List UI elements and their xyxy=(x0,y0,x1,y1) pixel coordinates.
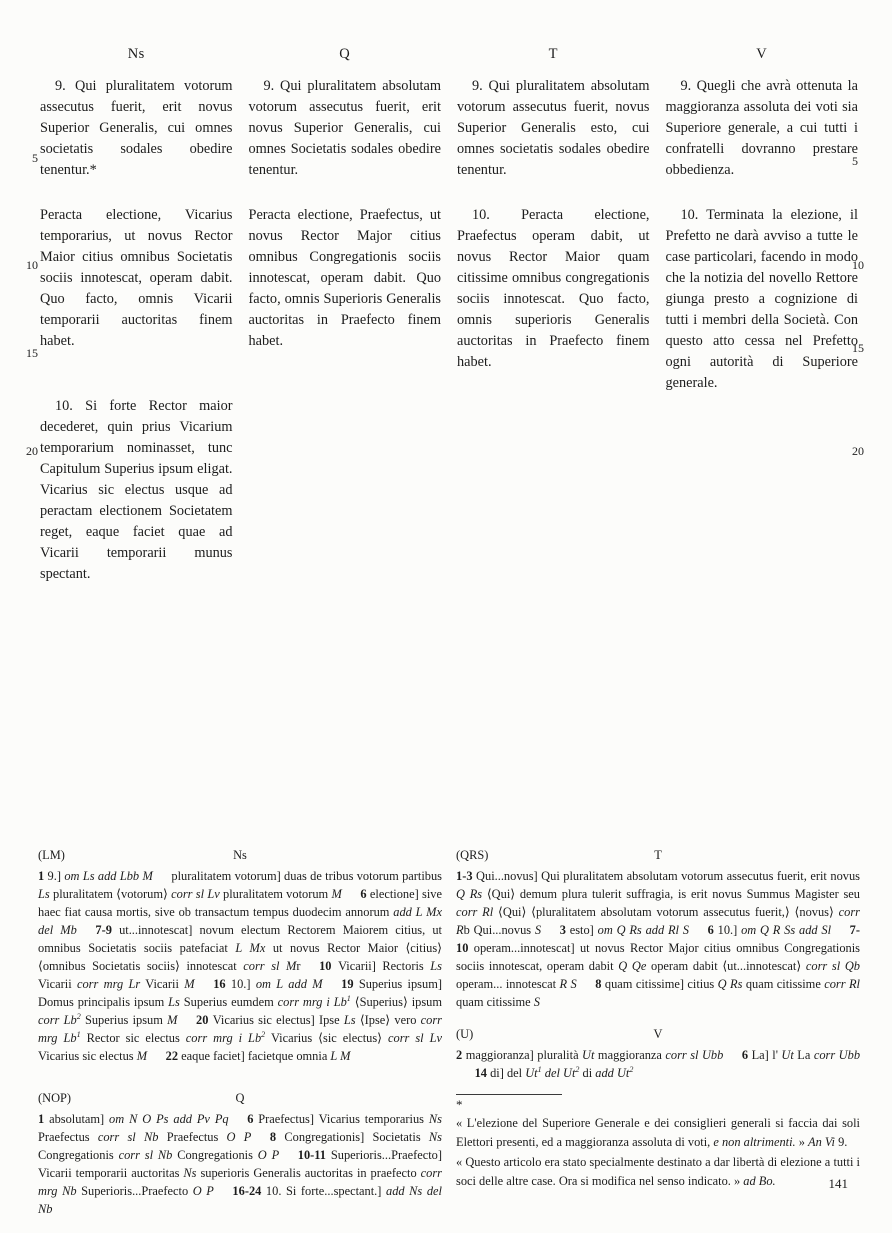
paragraph-ns-peracta: Peracta electione, Vicarius temporarius, ut novus Rector Maior citius omnibus Societatis sociis innotescat, operam dabit. Quo facto, omnis Vicarii temporarii auctoritas finem habet. xyxy=(40,207,233,349)
apparatus-sigla-label: (LM) xyxy=(38,848,65,862)
footnote-1: « L'elezione del Superiore Generale e dei consiglieri generali si faccia dai soli Elettori presenti, ed a maggioranza assoluta di voti, e non altrimenti. » An Vi 9. xyxy=(456,1116,860,1149)
apparatus-witness-label: Q xyxy=(235,1091,245,1105)
apparatus-body-u: 2 maggioranza] pluralità Ut maggioranza corr sl Ubb 6 La] l' Ut La corr Ubb14 di] del Ut$^1$ del Ut$^2$ di add Ut$^2$ xyxy=(456,1048,861,1080)
text-column-t xyxy=(457,46,650,585)
line-number-left-10: 10 xyxy=(26,258,38,272)
apparatus-body-lm: 1 9.] om Ls add Lbb M pluralitatem votorum] duas de tribus votorum partibus Ls pluralitatem ⟨votorum⟩ corr sl Lv pluralitatem votorum M 6 electione] sive haec fiat causa mortis, sive ob transactum tempus duodecim annorum add L Mx del Mb 7-9 ut...innotescat] novum electum Rectorem Maiorem citius, ut omnibus Societatis sociis patefaciat L Mx ut novus Rector Maior ⟨citius⟩ ⟨omnibus Societatis sociis⟩ innotescat corr sl Mr 10 Vicarii] Rectoris Ls Vicarii corr mrg Lr Vicarii M 16 10.] om L add M 19 Superius ipsum] Domus principalis ipsum Ls Superius eumdem corr mrg i Lb$^1$ ⟨Superius⟩ ipsum corr Lb$^2$ Superius ipsum M 20 Vicarius sic electus] Ipse Ls ⟨Ipse⟩ vero corr mrg Lb$^1$ Rector sic electus corr mrg i Lb$^2$ Vicarius ⟨sic electus⟩ corr sl Lv Vicarius sic electus M 22 eaque faciet] facietque omnia L M xyxy=(38,869,442,1063)
text-column-ns xyxy=(40,46,233,585)
apparatus-body-nop: 1 absolutam] om N O Ps add Pv Pq 6 Praefectus] Vicarius temporarius Ns Praefectus corr sl Nb Praefectus O P 8 Congregationis] Societatis Ns Congregationis corr sl Nb Congregationis O P 10-11 Superioris...Praefecto] Vicarii temporarii auctoritas Ns superioris Generalis auctoritas in praefecto corr mrg Nb Superioris...Praefecto O P 16-24 10. Si forte...spectant.] add Ns del Nb xyxy=(38,1112,442,1216)
apparatus-section-qrs xyxy=(456,846,860,1011)
apparatus-witness-label: V xyxy=(653,1027,663,1041)
footnotes xyxy=(456,1094,860,1190)
apparatus-section-lm xyxy=(38,846,442,1065)
apparatus-section-nop xyxy=(38,1089,442,1218)
line-number-left-20: 20 xyxy=(26,444,38,458)
apparatus-section-u xyxy=(456,1025,860,1082)
footnote-asterisk: * xyxy=(456,1097,463,1112)
apparatus-header-lm xyxy=(38,846,442,864)
apparatus-sigla-label: (U) xyxy=(456,1027,474,1041)
apparatus-sigla-label: (QRS) xyxy=(456,848,489,862)
apparatus-right-column xyxy=(456,846,860,1218)
column-header-q: Q xyxy=(339,46,351,62)
paragraph-q-9: 9. Qui pluralitatem absolutam votorum assecutus fuerit, erit novus Superior Generalis, cui omnes Societatis sodales obedire tenentur. xyxy=(248,78,441,178)
paragraph-t-10: 10. Peracta electione, Praefectus operam dabit, ut novus Rector Maior quam citissime omnibus congregationis sociis innotescat. Quo facto, omnis superioris Generalis auctoritas in Praefecto finem habet. xyxy=(457,207,650,370)
line-number-right-5: 5 xyxy=(852,154,858,168)
apparatus-header-qrs xyxy=(456,846,860,864)
apparatus-witness-label: T xyxy=(654,848,662,862)
text-column-v xyxy=(666,46,859,585)
apparatus-left-column xyxy=(38,846,442,1218)
line-number-left-15: 15 xyxy=(26,346,38,360)
paragraph-ns-10: 10. Si forte Rector maior decederet, quin prius Vicarium temporarium nominasset, tunc Capitulum Superius ipsum eligat. Vicarius sic electus usque ad peractam electionem Societatem reget, eaque faciet quae ad Vicarii temporarii munus spectant. xyxy=(40,398,233,582)
page-number: 141 xyxy=(828,1176,848,1191)
line-number-right-20: 20 xyxy=(852,444,864,458)
footnote-2: « Questo articolo era stato specialmente destinato a dar libertà di elezione a tutti i soci delle altre case. Ora si modifica nel senso indicato. » ad Bo. xyxy=(456,1155,860,1188)
line-number-right-10: 10 xyxy=(852,258,864,272)
paragraph-v-10: 10. Terminata la elezione, il Prefetto ne darà avviso a tutte le case particolari, facendo in modo che la notizia del novello Rettore giunga presto a cognizione di tutti i membri della Società. Con questo atto cessa nel Prefetto ogni autorità di Superiore generale. xyxy=(665,207,858,391)
text-column-q xyxy=(249,46,442,585)
line-number-right-15: 15 xyxy=(852,341,864,355)
footnote-separator xyxy=(456,1094,562,1095)
parallel-columns xyxy=(40,46,858,585)
column-header-v: V xyxy=(756,46,768,62)
apparatus-sigla-label: (NOP) xyxy=(38,1091,72,1105)
apparatus-header-u xyxy=(456,1025,860,1043)
paragraph-q-peracta: Peracta electione, Praefectus, ut novus Rector Major citius omnibus Congregationis sociis innotescat, operam dabit. Quo facto, omnis Superioris Generalis auctoritas in Praefecto finem habet. xyxy=(248,207,441,349)
apparatus-header-nop xyxy=(38,1089,442,1107)
paragraph-ns-9: 9. Qui pluralitatem votorum assecutus fuerit, erit novus Superior Generalis, cui omnes societatis sodales obedire tenentur.* xyxy=(40,78,233,178)
paragraph-v-9: 9. Quegli che avrà ottenuta la maggioranza assoluta dei voti sia Superiore generale, a cui tutti i confratelli dovranno prestare obbedienza. xyxy=(665,78,858,178)
apparatus-body-qrs: 1-3 Qui...novus] Qui pluralitatem absolutam votorum assecutus fuerit, erit novus Q Rs ⟨Qui⟩ demum plura tulerit suffragia, is erit novus Summus Magister seu corr Rl ⟨Qui⟩ ⟨pluralitatem absolutam votorum assecutus fuerit,⟩ ⟨novus⟩ corr Rb Qui...novus S 3 esto] om Q Rs add Rl S 6 10.] om Q R Ss add Sl 7-10 operam...innotescat] ut novus Rector Major citius omnibus Congregationis sociis innotescat, operam dabit Q Qe operam dabit ⟨ut...innotescat⟩ corr sl Qb operam... innotescat R S 8 quam citissime] citius Q Rs quam citissime corr Rl quam citissime S xyxy=(456,869,860,1009)
critical-apparatus xyxy=(38,846,860,1218)
paragraph-t-9: 9. Qui pluralitatem absolutam votorum assecutus fuerit, novus Superior Generalis esto, cui omnes societatis sodales obedire tenentur. xyxy=(457,78,650,178)
column-header-t: T xyxy=(548,46,558,62)
column-header-ns: Ns xyxy=(127,46,145,62)
apparatus-witness-label: Ns xyxy=(233,848,247,862)
line-number-left-5: 5 xyxy=(32,151,38,165)
